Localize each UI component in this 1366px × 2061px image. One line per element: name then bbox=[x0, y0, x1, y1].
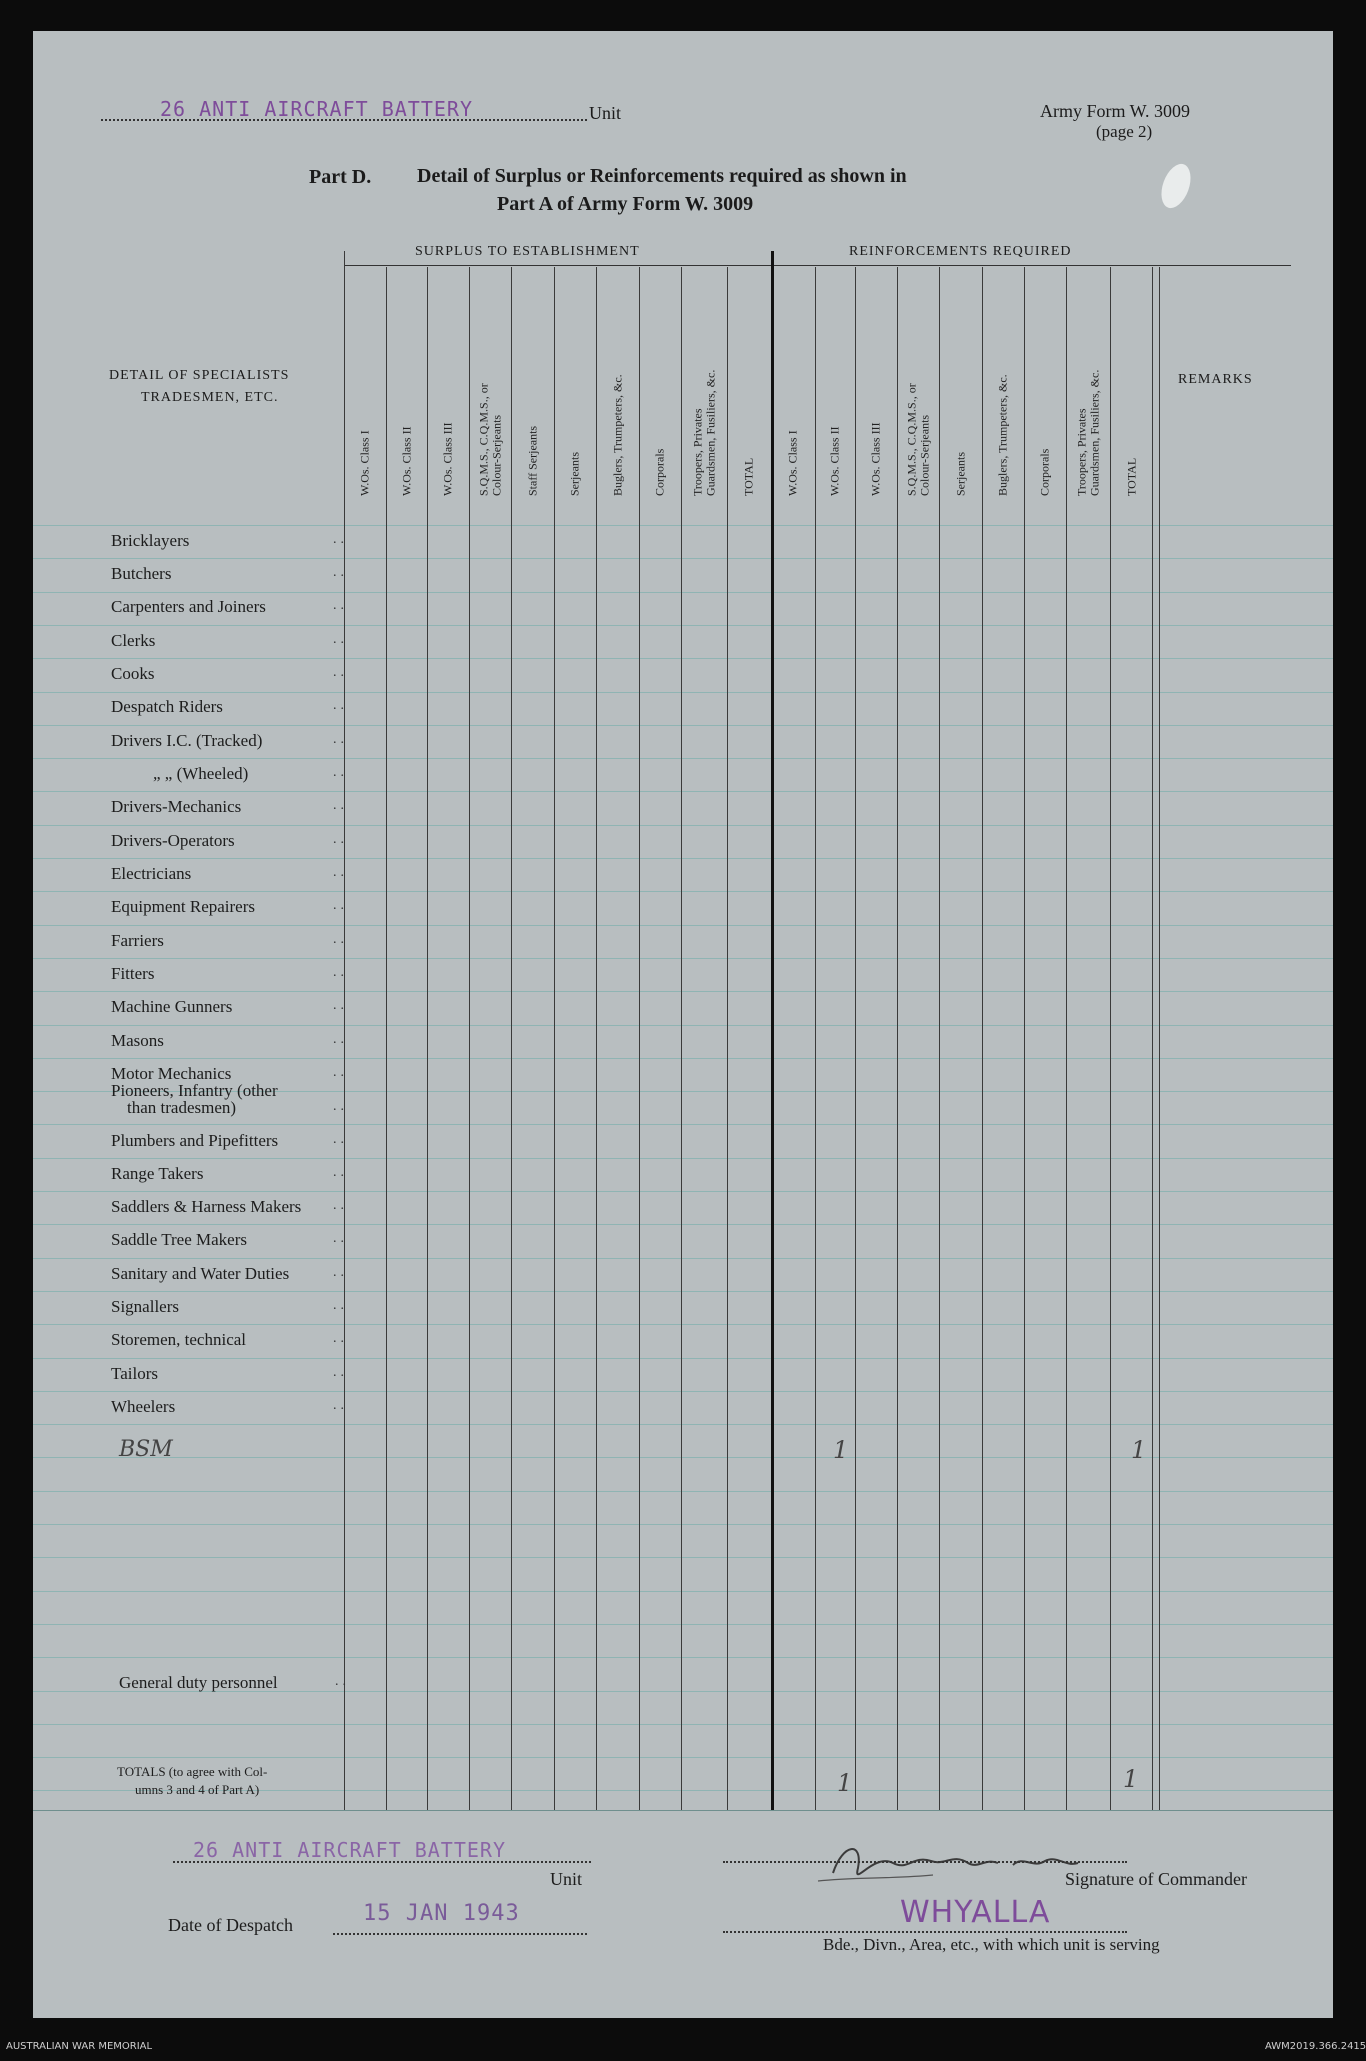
column-header-text: W.Os. Class II bbox=[827, 426, 842, 496]
row-leader-dots: .. bbox=[333, 532, 348, 547]
commander-signature bbox=[813, 1833, 1103, 1898]
ruled-line bbox=[33, 1191, 1333, 1192]
reinforcement-column-header bbox=[1068, 279, 1108, 509]
column-header-text: Troopers, Privates bbox=[1074, 408, 1088, 496]
ruled-line bbox=[33, 725, 1333, 726]
column-header-text: Colour-Serjeants bbox=[489, 414, 503, 496]
column-header-text: W.Os. Class I bbox=[357, 430, 372, 496]
location-dotted-line bbox=[723, 1931, 1127, 1933]
row-label: Despatch Riders bbox=[111, 697, 223, 716]
ruled-line bbox=[33, 1557, 1333, 1558]
date-label: Date of Despatch bbox=[168, 1915, 293, 1935]
date-dotted-line bbox=[333, 1933, 587, 1935]
column-line bbox=[639, 267, 640, 1811]
surplus-column-header bbox=[345, 279, 385, 509]
row-leader-dots: .. bbox=[333, 1099, 348, 1114]
column-line bbox=[427, 267, 428, 1811]
group-surplus: SURPLUS TO ESTABLISHMENT bbox=[415, 244, 640, 259]
row-label: Saddle Tree Makers bbox=[111, 1230, 247, 1249]
row-label: „ „ (Wheeled) bbox=[153, 764, 249, 783]
ruled-line bbox=[33, 1391, 1333, 1392]
row-label: Drivers I.C. (Tracked) bbox=[111, 731, 263, 750]
column-line bbox=[344, 251, 345, 1811]
ruled-line bbox=[33, 592, 1333, 593]
ruled-line bbox=[33, 1657, 1333, 1658]
reinforcement-column-header bbox=[856, 279, 896, 509]
column-header-text: Troopers, Privates bbox=[690, 408, 704, 496]
row-label: Signallers bbox=[111, 1297, 179, 1316]
form-sheet bbox=[33, 31, 1333, 2018]
ruled-line bbox=[33, 991, 1333, 992]
date-stamp: 15 JAN 1943 bbox=[363, 1901, 520, 1926]
row-label: Motor Mechanics bbox=[111, 1064, 232, 1083]
column-line bbox=[897, 267, 898, 1811]
surplus-column-header bbox=[729, 279, 769, 509]
totals-total-value: 1 bbox=[1123, 1765, 1139, 1793]
column-header-text: Serjeants bbox=[953, 452, 967, 496]
ruled-line bbox=[33, 1124, 1333, 1125]
ruled-line bbox=[33, 1624, 1333, 1625]
ruled-line bbox=[33, 958, 1333, 959]
row-leader-dots: .. bbox=[333, 932, 348, 947]
row-leader-dots: .. bbox=[333, 1032, 348, 1047]
signature-label: Signature of Commander bbox=[1065, 1869, 1247, 1889]
ruled-line bbox=[33, 1224, 1333, 1225]
signature-dotted-line bbox=[723, 1861, 1127, 1863]
part-label: Part D. bbox=[309, 166, 372, 188]
column-header-text: Corporals bbox=[652, 448, 667, 496]
row-leader-dots: .. bbox=[333, 898, 348, 913]
column-line bbox=[596, 267, 597, 1811]
column-header-text: Corporals bbox=[1037, 448, 1052, 496]
row-label: Tailors bbox=[111, 1364, 158, 1383]
ruled-line bbox=[33, 1058, 1333, 1059]
row-label: Drivers-Operators bbox=[111, 831, 235, 850]
row-label: Pioneers, Infantry (other bbox=[111, 1081, 278, 1100]
general-duty-label: General duty personnel bbox=[119, 1673, 278, 1692]
ruled-line bbox=[33, 1424, 1333, 1425]
column-line bbox=[1066, 267, 1067, 1811]
general-duty-leader: .. bbox=[335, 1674, 350, 1689]
row-leader-dots: .. bbox=[333, 1065, 348, 1080]
row-leader-dots: .. bbox=[333, 965, 348, 980]
ruled-line bbox=[33, 658, 1333, 659]
ruled-line bbox=[33, 858, 1333, 859]
group-underline bbox=[345, 265, 1291, 266]
row-leader-dots: .. bbox=[333, 998, 348, 1013]
ruled-line bbox=[33, 1358, 1333, 1359]
reinforcement-column-header bbox=[983, 279, 1023, 509]
row-label: Butchers bbox=[111, 564, 172, 583]
row-leader-dots: .. bbox=[333, 1365, 348, 1380]
row-label: Fitters bbox=[111, 964, 155, 983]
ruled-line bbox=[33, 558, 1333, 559]
ruled-line bbox=[33, 1524, 1333, 1525]
row-label: Drivers-Mechanics bbox=[111, 797, 242, 816]
ruled-line bbox=[33, 1258, 1333, 1259]
column-line bbox=[554, 267, 555, 1811]
ruled-line bbox=[33, 1724, 1333, 1725]
surplus-column-header bbox=[555, 279, 595, 509]
column-header-text: TOTAL bbox=[1124, 457, 1138, 496]
row-label: Equipment Repairers bbox=[111, 897, 255, 916]
column-header-text: W.Os. Class III bbox=[440, 422, 455, 496]
column-line bbox=[469, 267, 470, 1811]
surplus-column-header bbox=[598, 279, 638, 509]
row-leader-dots: .. bbox=[333, 832, 348, 847]
ruled-line bbox=[33, 891, 1333, 892]
handwritten-bsm: BSM bbox=[119, 1437, 173, 1462]
ruled-line bbox=[33, 625, 1333, 626]
row-leader-dots: .. bbox=[333, 565, 348, 580]
reinforcement-column-header bbox=[1025, 279, 1065, 509]
unit-stamp: 26 ANTI AIRCRAFT BATTERY bbox=[160, 97, 473, 121]
surplus-column-header bbox=[640, 279, 680, 509]
row-leader-dots: .. bbox=[333, 665, 348, 680]
row-label: Storemen, technical bbox=[111, 1330, 247, 1349]
column-line bbox=[1152, 267, 1153, 1811]
row-label: Clerks bbox=[111, 631, 156, 650]
archive-reference: AWM2019.366.2415 bbox=[1265, 2041, 1366, 2052]
column-header-text: Staff Serjeants bbox=[525, 425, 539, 496]
row-leader-dots: .. bbox=[333, 865, 348, 880]
footer-divider bbox=[33, 1810, 1333, 1811]
row-leader-dots: .. bbox=[333, 1231, 348, 1246]
column-line bbox=[771, 251, 774, 1811]
column-header-text: W.Os. Class II bbox=[399, 426, 413, 496]
totals-wo2-value: 1 bbox=[837, 1769, 853, 1797]
row-label: Farriers bbox=[111, 931, 164, 950]
reinforcement-column-header bbox=[815, 279, 855, 509]
column-header-text: S.Q.M.S., C.Q.M.S., or bbox=[476, 383, 490, 496]
ruled-line bbox=[33, 1158, 1333, 1159]
row-leader-dots: .. bbox=[333, 1265, 348, 1280]
unit-label: Unit bbox=[589, 103, 622, 123]
column-header-text: TOTAL bbox=[741, 457, 756, 496]
row-leader-dots: .. bbox=[333, 1331, 348, 1346]
group-reinforcements: REINFORCEMENTS REQUIRED bbox=[849, 244, 1072, 259]
row-leader-dots: .. bbox=[333, 732, 348, 747]
reinforcement-column-header bbox=[1112, 279, 1152, 509]
reinforcement-column-header bbox=[941, 279, 981, 509]
form-page: (page 2) bbox=[1096, 122, 1153, 141]
surplus-column-header bbox=[428, 279, 468, 509]
row-label: Bricklayers bbox=[111, 531, 190, 550]
column-header-text: S.Q.M.S., C.Q.M.S., or bbox=[904, 383, 918, 496]
column-line bbox=[727, 267, 728, 1811]
column-line bbox=[1159, 267, 1160, 1811]
ruled-line bbox=[33, 525, 1333, 526]
bsm-total-value: 1 bbox=[1131, 1436, 1147, 1464]
column-line bbox=[982, 267, 983, 1811]
ruled-line bbox=[33, 1324, 1333, 1325]
row-label: Masons bbox=[111, 1031, 164, 1050]
column-line bbox=[1110, 267, 1111, 1811]
ruled-line bbox=[33, 758, 1333, 759]
row-leader-dots: .. bbox=[333, 1132, 348, 1147]
column-header-text: Buglers, Trumpeters, &c. bbox=[995, 374, 1010, 496]
title-line2: Part A of Army Form W. 3009 bbox=[497, 193, 754, 215]
row-leader-dots: .. bbox=[333, 1398, 348, 1413]
column-line bbox=[386, 267, 387, 1811]
ruled-line bbox=[33, 925, 1333, 926]
row-leader-dots: .. bbox=[333, 632, 348, 647]
column-line bbox=[511, 267, 512, 1811]
ruled-line bbox=[33, 791, 1333, 792]
totals-line2: umns 3 and 4 of Part A) bbox=[135, 1782, 260, 1797]
ruled-line bbox=[33, 1291, 1333, 1292]
ruled-line bbox=[33, 692, 1333, 693]
column-line bbox=[855, 267, 856, 1811]
column-line bbox=[681, 267, 682, 1811]
footer-unit-label: Unit bbox=[550, 1869, 583, 1889]
row-label: Electricians bbox=[111, 864, 192, 883]
column-header-text: Serjeants bbox=[567, 452, 582, 496]
reinforcement-column-header bbox=[773, 279, 813, 509]
punch-hole bbox=[1156, 160, 1196, 212]
archive-caption: AUSTRALIAN WAR MEMORIAL bbox=[6, 2041, 153, 2052]
column-header-text: Guardsmen, Fusiliers, &c. bbox=[1087, 369, 1101, 496]
column-line bbox=[1024, 267, 1025, 1811]
unit-dotted-line bbox=[101, 119, 587, 121]
row-label: Plumbers and Pipefitters bbox=[111, 1131, 279, 1150]
form-number: Army Form W. 3009 bbox=[1040, 101, 1191, 121]
ruled-line bbox=[33, 825, 1333, 826]
row-leader-dots: .. bbox=[333, 598, 348, 613]
row-header-line1: DETAIL OF SPECIALISTS bbox=[109, 368, 290, 383]
surplus-column-header bbox=[684, 279, 724, 509]
remarks-header: REMARKS bbox=[1178, 372, 1253, 387]
row-label: Wheelers bbox=[111, 1397, 176, 1416]
totals-line1: TOTALS (to agree with Col- bbox=[117, 1764, 268, 1779]
ruled-line bbox=[33, 1025, 1333, 1026]
row-label: Range Takers bbox=[111, 1164, 204, 1183]
row-label: Carpenters and Joiners bbox=[111, 597, 266, 616]
row-header-line2: TRADESMEN, ETC. bbox=[141, 390, 279, 405]
row-label: Saddlers & Harness Makers bbox=[111, 1197, 302, 1216]
ruled-line bbox=[33, 1757, 1333, 1758]
column-line bbox=[815, 267, 816, 1811]
reinforcement-column-header bbox=[898, 279, 938, 509]
location-stamp: WHYALLA bbox=[900, 1895, 1051, 1930]
title-line1: Detail of Surplus or Reinforcements required as shown in bbox=[417, 165, 907, 187]
column-header-text: W.Os. Class I bbox=[785, 430, 800, 496]
row-label: Machine Gunners bbox=[111, 997, 233, 1016]
row-leader-dots: .. bbox=[333, 698, 348, 713]
surplus-column-header bbox=[513, 279, 553, 509]
ruled-line bbox=[33, 1591, 1333, 1592]
row-label: than tradesmen) bbox=[127, 1098, 237, 1117]
column-header-text: W.Os. Class III bbox=[868, 422, 883, 496]
column-header-text: Colour-Serjeants bbox=[917, 414, 931, 496]
column-line bbox=[939, 267, 940, 1811]
row-leader-dots: .. bbox=[333, 1198, 348, 1213]
ruled-line bbox=[33, 1491, 1333, 1492]
row-leader-dots: .. bbox=[333, 1165, 348, 1180]
footer-unit-dotted-line bbox=[173, 1861, 591, 1863]
bsm-wo2-value: 1 bbox=[833, 1436, 849, 1464]
surplus-column-header bbox=[470, 279, 510, 509]
row-leader-dots: .. bbox=[333, 798, 348, 813]
row-leader-dots: .. bbox=[333, 1298, 348, 1313]
row-leader-dots: .. bbox=[333, 765, 348, 780]
surplus-column-header bbox=[387, 279, 427, 509]
row-label: Cooks bbox=[111, 664, 155, 683]
location-label: Bde., Divn., Area, etc., with which unit is serving bbox=[823, 1935, 1160, 1954]
column-header-text: Guardsmen, Fusiliers, &c. bbox=[703, 369, 717, 496]
row-label: Sanitary and Water Duties bbox=[111, 1264, 290, 1283]
column-header-text: Buglers, Trumpeters, &c. bbox=[610, 374, 624, 496]
footer-unit-stamp: 26 ANTI AIRCRAFT BATTERY bbox=[193, 1838, 506, 1862]
